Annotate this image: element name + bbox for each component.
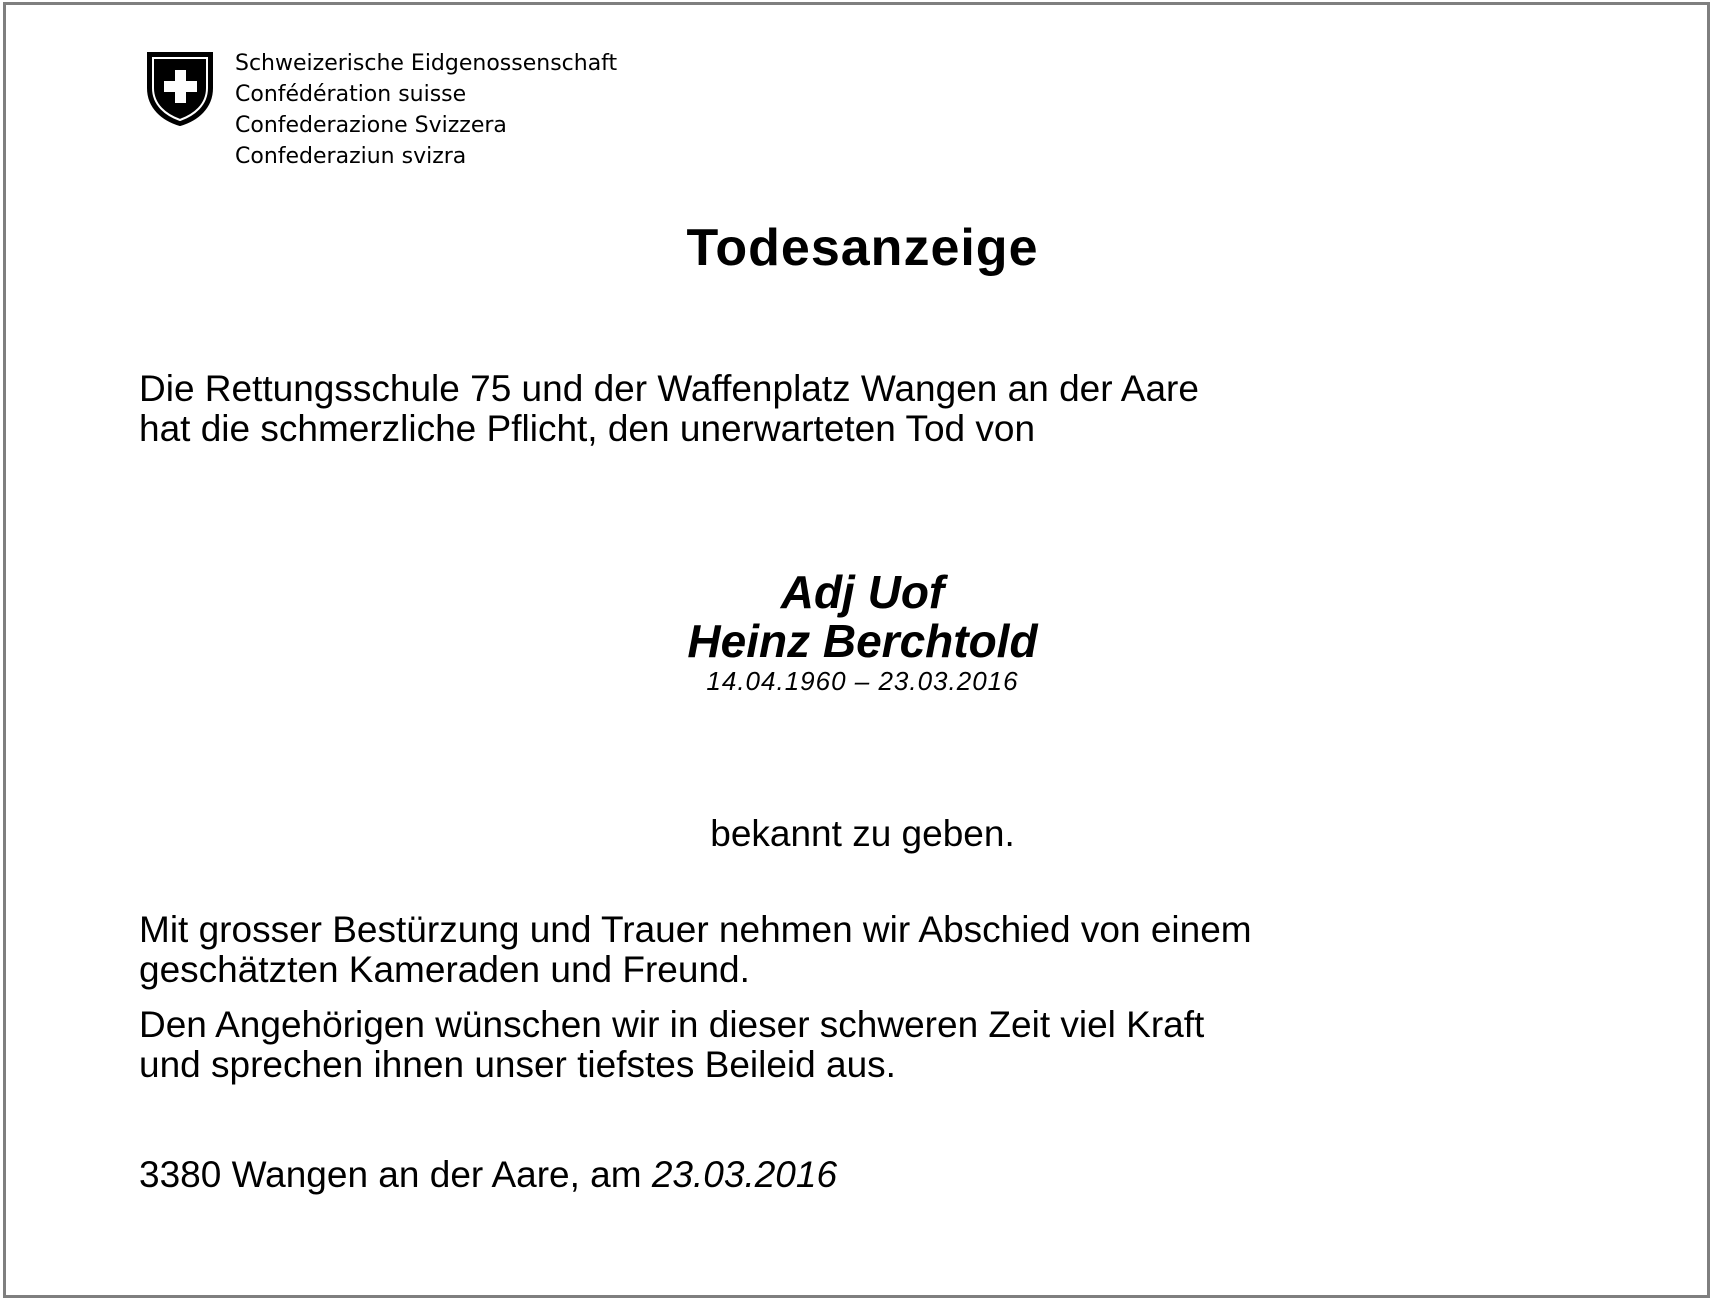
place-text: 3380 Wangen an der Aare, am (139, 1154, 652, 1195)
closing-phrase: bekannt zu geben. (710, 813, 1015, 854)
condolence-line: Den Angehörigen wünschen wir in dieser schweren Zeit viel Kraft (139, 1004, 1205, 1045)
deceased-rank: Adj Uof (780, 566, 945, 618)
deceased-name: Heinz Berchtold (687, 615, 1038, 667)
confederation-name-rm: Confederaziun svizra (235, 144, 467, 169)
notice-frame (3, 2, 1710, 1298)
confederation-name-it: Confederazione Svizzera (235, 113, 507, 138)
confederation-name-de: Schweizerische Eidgenossenschaft (235, 51, 618, 76)
condolence-line: und sprechen ihnen unser tiefstes Beileid aus. (139, 1044, 896, 1085)
condolence-paragraph-2 (139, 1005, 1204, 1085)
confederation-logo (145, 48, 665, 178)
confederation-names (235, 48, 617, 172)
deceased-dates: 14.04.1960 – 23.03.2016 (706, 666, 1019, 696)
intro-line: hat die schmerzliche Pflicht, den unerwarteten Tod von (139, 408, 1036, 449)
condolence-line: geschätzten Kameraden und Freund. (139, 949, 750, 990)
intro-line: Die Rettungsschule 75 und der Waffenplatz Wangen an der Aare (139, 368, 1199, 409)
confederation-name-fr: Confédération suisse (235, 82, 467, 107)
intro-paragraph (139, 369, 1199, 449)
notice-title: Todesanzeige (686, 219, 1039, 277)
condolence-line: Mit grosser Bestürzung und Trauer nehmen wir Abschied von einem (139, 909, 1252, 950)
place-date: 23.03.2016 (651, 1154, 838, 1195)
condolence-paragraph-1 (139, 910, 1252, 990)
swiss-coat-of-arms-icon (145, 50, 215, 127)
place-and-date (139, 1154, 837, 1196)
